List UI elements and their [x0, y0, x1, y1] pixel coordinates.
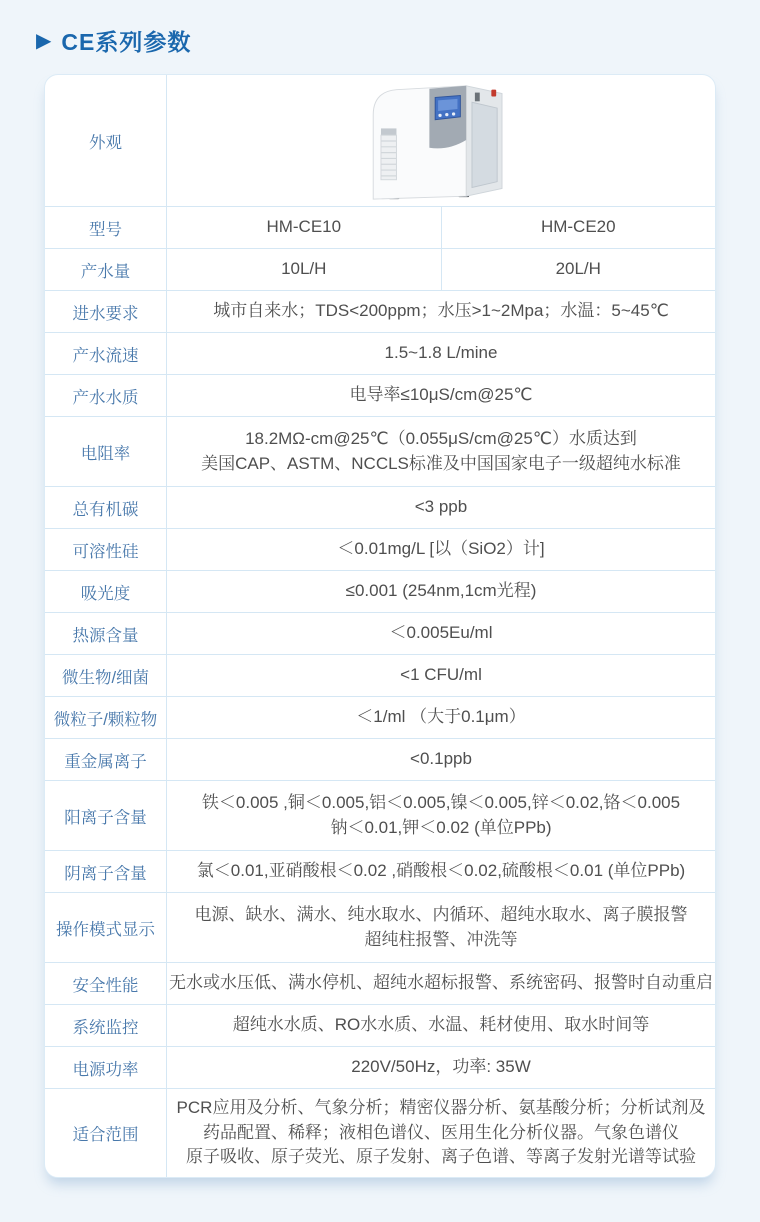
row-value: 20L/H [441, 249, 716, 290]
table-row [45, 486, 715, 528]
table-row [45, 416, 715, 486]
table-row [45, 654, 715, 696]
value-line: 18.2MΩ-cm@25℃（0.055μS/cm@25℃）水质达到 [245, 428, 637, 448]
value-line: 铁＜0.005 ,铜＜0.005,铝＜0.005,镍＜0.005,锌＜0.02,铬＜0.005 [201, 792, 681, 812]
row-label: 电源功率 [45, 1047, 167, 1088]
row-label: 适合范围 [45, 1089, 167, 1177]
row-label: 阴离子含量 [45, 851, 167, 892]
row-label: 产水水质 [45, 375, 167, 416]
table-row [45, 738, 715, 780]
product-image-cell [167, 75, 715, 206]
value-line: <0.1ppb [410, 749, 472, 768]
table-row [45, 612, 715, 654]
row-value [167, 1047, 715, 1088]
water-purifier-illustration [343, 80, 539, 202]
row-label: 操作模式显示 [45, 893, 167, 962]
row-label: 型号 [45, 207, 167, 248]
spec-table-body [45, 75, 715, 1177]
row-value [167, 655, 715, 696]
value-line: 超纯柱报警、冲洗等 [364, 929, 518, 949]
row-value [167, 529, 715, 570]
row-value [167, 963, 715, 1004]
value-line: ＜0.005Eu/ml [389, 623, 493, 642]
value-line: 原子吸收、原子荧光、原子发射、离子色谱、等离子发射光谱等试验 [186, 1147, 696, 1167]
table-row [45, 962, 715, 1004]
table-row [45, 1004, 715, 1046]
table-row [45, 892, 715, 962]
table-row [45, 374, 715, 416]
table-row [45, 696, 715, 738]
row-label: 电阻率 [45, 417, 167, 486]
table-row [45, 780, 715, 850]
table-row [45, 332, 715, 374]
row-label: 安全性能 [45, 963, 167, 1004]
value-line: 电导率≤10μS/cm@25℃ [349, 385, 533, 404]
table-row [45, 570, 715, 612]
row-label: 微生物/细菌 [45, 655, 167, 696]
row-value [167, 333, 715, 374]
value-line: 220V/50Hz，功率: 35W [351, 1057, 531, 1076]
row-label: 可溶性硅 [45, 529, 167, 570]
value-line: 美国CAP、ASTM、NCCLS标准及中国国家电子一级超纯水标准 [201, 453, 681, 473]
table-row [45, 850, 715, 892]
row-value [167, 613, 715, 654]
value-line: PCR应用及分析、气象分析；精密仪器分析、氨基酸分析；分析试剂及 [176, 1097, 706, 1117]
row-label: 微粒子/颗粒物 [45, 697, 167, 738]
row-label: 重金属离子 [45, 739, 167, 780]
table-row [45, 1088, 715, 1177]
value-line: ≤0.001 (254nm,1cm光程) [345, 581, 537, 600]
row-value [167, 697, 715, 738]
value-line: 药品配置、稀释；液相色谱仪、医用生化分析仪器。气象色谱仪 [203, 1122, 679, 1142]
value-line: 电源、缺水、满水、纯水取水、内循环、超纯水取水、离子膜报警 [194, 904, 688, 924]
table-row [45, 290, 715, 332]
row-value [167, 1005, 715, 1046]
value-line: 无水或水压低、满水停机、超纯水超标报警、系统密码、报警时自动重启 [169, 973, 713, 992]
row-value [167, 417, 715, 486]
value-line: 氯＜0.01,亚硝酸根＜0.02 ,硝酸根＜0.02,硫酸根＜0.01 (单位PPb) [196, 861, 686, 880]
value-line: 1.5~1.8 L/mine [384, 343, 498, 362]
table-row [45, 248, 715, 290]
row-value [167, 851, 715, 892]
row-label: 阳离子含量 [45, 781, 167, 850]
row-label: 产水流速 [45, 333, 167, 374]
value-line: ＜1/ml （大于0.1μm） [356, 707, 526, 726]
row-value [167, 487, 715, 528]
table-row [45, 75, 715, 206]
value-line: 城市自来水；TDS<200ppm；水压>1~2Mpa；水温：5~45℃ [213, 301, 669, 320]
row-value: HM-CE10 [266, 217, 342, 236]
spec-table [44, 74, 716, 1178]
row-value [167, 571, 715, 612]
row-value: HM-CE20 [441, 207, 716, 248]
row-label: 热源含量 [45, 613, 167, 654]
row-value [167, 375, 715, 416]
row-label: 外观 [45, 75, 167, 206]
row-value [167, 739, 715, 780]
table-row [45, 206, 715, 248]
value-line: ＜0.01mg/L [以（SiO2）计] [337, 539, 545, 558]
row-value [167, 291, 715, 332]
row-value [167, 893, 715, 962]
row-label: 产水量 [45, 249, 167, 290]
row-value [167, 781, 715, 850]
title-arrow-icon: ▶ [36, 29, 52, 52]
value-line: <1 CFU/ml [400, 665, 482, 684]
water-purifier-image [343, 80, 539, 202]
row-label: 吸光度 [45, 571, 167, 612]
row-label: 进水要求 [45, 291, 167, 332]
row-value: 10L/H [281, 259, 327, 278]
value-line: <3 ppb [414, 497, 468, 516]
page-header [0, 0, 760, 57]
table-row [45, 528, 715, 570]
row-label: 系统监控 [45, 1005, 167, 1046]
page-title: CE系列参数 [61, 29, 192, 55]
row-value [167, 1089, 715, 1177]
value-line: 钠＜0.01,钾＜0.02 (单位PPb) [330, 817, 552, 837]
row-label: 总有机碳 [45, 487, 167, 528]
table-row [45, 1046, 715, 1088]
value-line: 超纯水水质、RO水水质、水温、耗材使用、取水时间等 [232, 1015, 650, 1034]
